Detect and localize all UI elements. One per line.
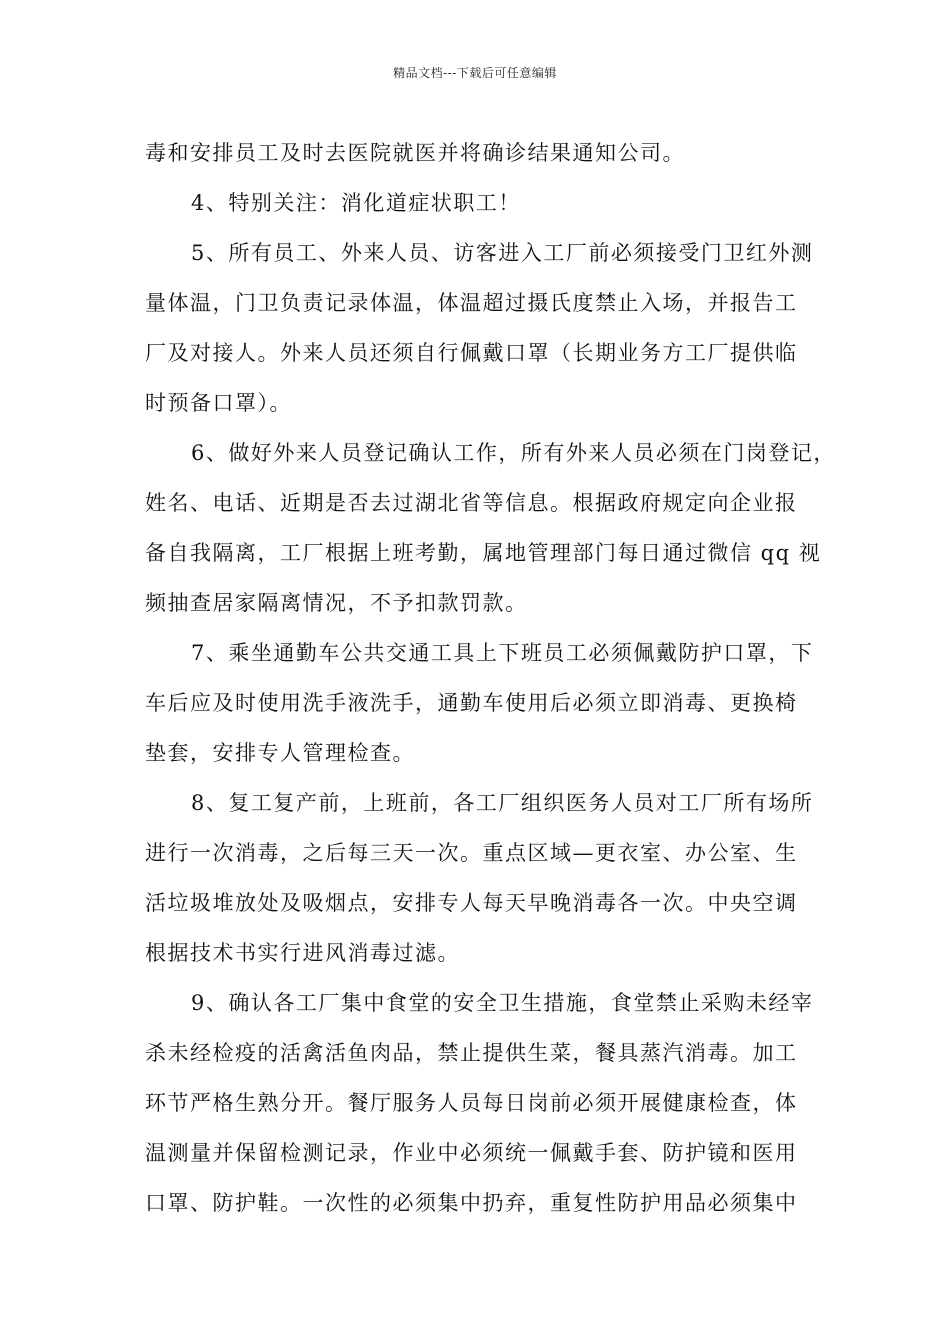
text-line: 8、复工复产前，上班前，各工厂组织医务人员对工厂所有场所 (191, 791, 814, 815)
text-line: 时预备口罩）。 (145, 391, 292, 415)
text-line: 备自我隔离，工厂根据上班考勤，属地管理部门每日通过微信 qq 视 (145, 541, 822, 565)
text-line: 频抽查居家隔离情况，不予扣款罚款。 (145, 591, 528, 615)
text-line: 车后应及时使用洗手液洗手，通勤车使用后必须立即消毒、更换椅 (145, 691, 798, 715)
document-body (145, 128, 836, 1228)
text-line: 垫套，安排专人管理检查。 (145, 741, 415, 765)
text-line: 毒和安排员工及时去医院就医并将确诊结果通知公司。 (145, 141, 685, 165)
text-line: 6、做好外来人员登记确认工作，所有外来人员必须在门岗登记， (191, 441, 836, 465)
text-line: 活垃圾堆放处及吸烟点，安排专人每天早晚消毒各一次。中央空调 (145, 891, 798, 915)
text-line: 9、确认各工厂集中食堂的安全卫生措施，食堂禁止采购未经宰 (191, 991, 814, 1015)
text-line: 7、乘坐通勤车公共交通工具上下班员工必须佩戴防护口罩，下 (191, 641, 814, 665)
text-line: 环节严格生熟分开。餐厅服务人员每日岗前必须开展健康检查，体 (145, 1091, 798, 1115)
text-line: 4、特别关注：消化道症状职工！ (191, 191, 521, 215)
text-line: 温测量并保留检测记录，作业中必须统一佩戴手套、防护镜和医用 (145, 1141, 798, 1165)
text-line: 5、所有员工、外来人员、访客进入工厂前必须接受门卫红外测 (191, 241, 814, 265)
text-line: 进行一次消毒，之后每三天一次。重点区域—更衣室、办公室、生 (145, 841, 798, 865)
text-line: 杀未经检疫的活禽活鱼肉品，禁止提供生菜，餐具蒸汽消毒。加工 (145, 1041, 798, 1065)
text-line: 姓名、电话、近期是否去过湖北省等信息。根据政府规定向企业报 (145, 491, 798, 515)
text-line: 根据技术书实行进风消毒过滤。 (145, 941, 460, 965)
page-header: 精品文档---下载后可任意编辑 (393, 66, 557, 80)
text-line: 量体温，门卫负责记录体温，体温超过摄氏度禁止入场，并报告工 (145, 291, 798, 315)
text-line: 厂及对接人。外来人员还须自行佩戴口罩（长期业务方工厂提供临 (145, 341, 798, 365)
text-line: 口罩、防护鞋。一次性的必须集中扔弃，重复性防护用品必须集中 (145, 1191, 798, 1215)
